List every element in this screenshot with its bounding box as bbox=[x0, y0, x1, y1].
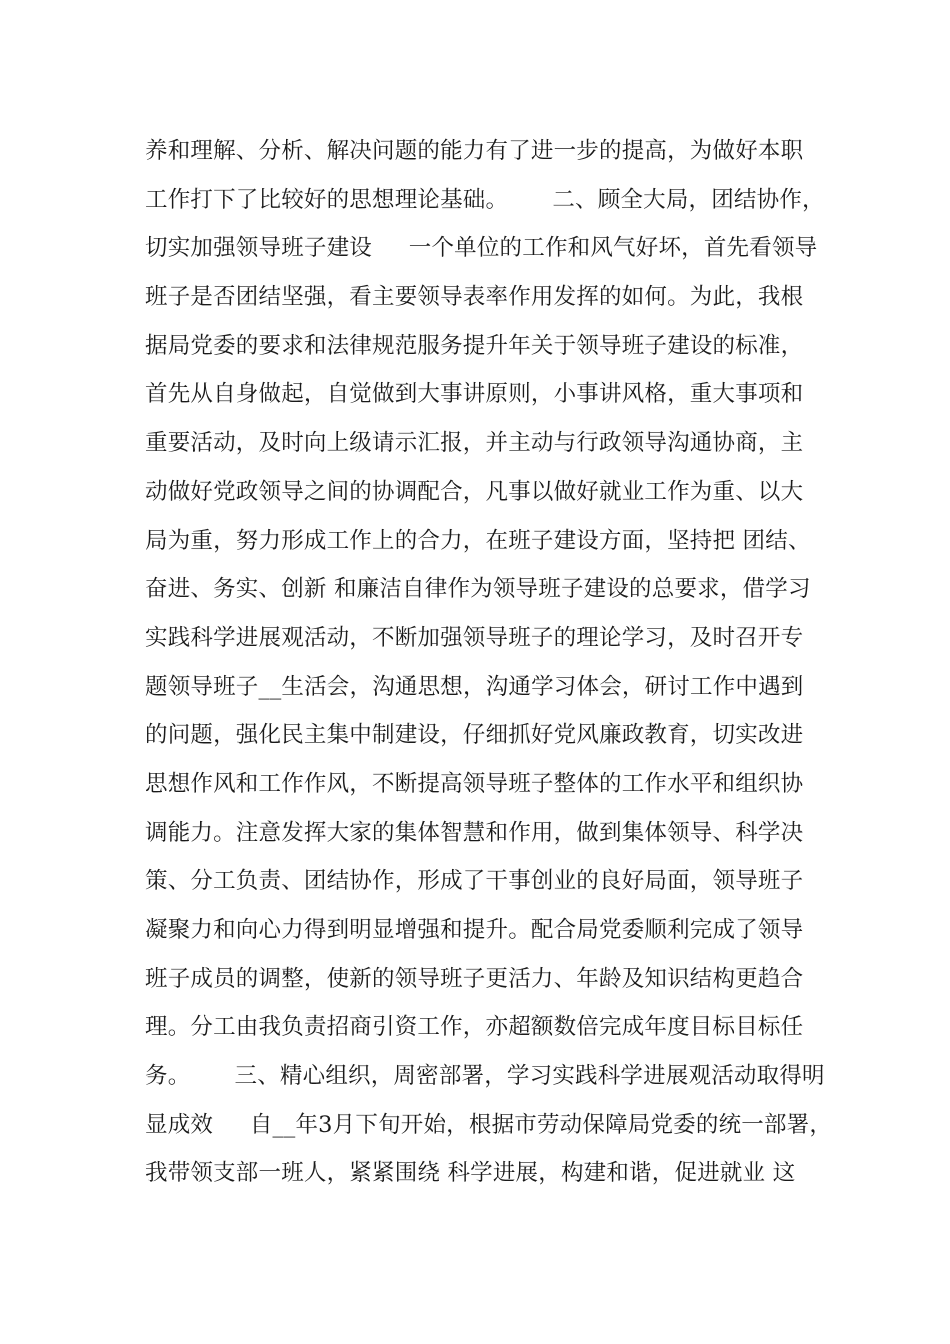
text-line: 策、分工负责、团结协作，形成了干事创业的良好局面，领导班子 bbox=[145, 868, 804, 895]
text-line: 显成效 自__年3月下旬开始，根据市劳动保障局党委的统一部署， bbox=[145, 1111, 833, 1138]
text-line: 切实加强领导班子建设 一个单位的工作和风气好坏，首先看领导 bbox=[145, 235, 818, 262]
text-line: 动做好党政领导之间的协调配合，凡事以做好就业工作为重、以大 bbox=[145, 478, 804, 505]
text-line: 的问题，强化民主集中制建设，仔细抓好党风廉政教育，切实改进 bbox=[145, 722, 804, 749]
text-line: 工作打下了比较好的思想理论基础。 二、顾全大局，团结协作， bbox=[145, 186, 825, 213]
document-body bbox=[145, 127, 835, 1198]
text-line: 重要活动，及时向上级请示汇报，并主动与行政领导沟通协商，主 bbox=[145, 430, 804, 457]
text-line: 据局党委的要求和法律规范服务提升年关于领导班子建设的标准， bbox=[145, 332, 804, 359]
text-line: 务。 三、精心组织，周密部署，学习实践科学进展观活动取得明 bbox=[145, 1063, 825, 1090]
text-line: 班子是否团结坚强，看主要领导表率作用发挥的如何。为此，我根 bbox=[145, 284, 804, 311]
text-line: 调能力。注意发挥大家的集体智慧和作用，做到集体领导、科学决 bbox=[145, 819, 804, 846]
text-line: 思想作风和工作作风，不断提高领导班子整体的工作水平和组织协 bbox=[145, 770, 804, 797]
text-line: 首先从自身做起，自觉做到大事讲原则，小事讲风格，重大事项和 bbox=[145, 381, 804, 408]
text-line: 凝聚力和向心力得到明显增强和提升。配合局党委顺利完成了领导 bbox=[145, 917, 804, 943]
text-line: 我带领支部一班人，紧紧围绕 科学进展，构建和谐，促进就业 这 bbox=[145, 1160, 796, 1187]
text-line: 奋进、务实、创新 和廉洁自律作为领导班子建设的总要求，借学习 bbox=[145, 576, 811, 603]
text-line: 实践科学进展观活动，不断加强领导班子的理论学习，及时召开专 bbox=[145, 624, 804, 651]
text-line: 班子成员的调整，使新的领导班子更活力、年龄及知识结构更趋合 bbox=[145, 965, 804, 992]
text-line: 题领导班子__生活会，沟通思想，沟通学习体会，研讨工作中遇到 bbox=[145, 673, 804, 700]
text-line: 理。分工由我负责招商引资工作，亦超额数倍完成年度目标目标任 bbox=[145, 1014, 804, 1041]
text-line: 养和理解、分析、解决问题的能力有了进一步的提高，为做好本职 bbox=[145, 138, 804, 164]
text-line: 局为重，努力形成工作上的合力，在班子建设方面，坚持把 团结、 bbox=[145, 527, 811, 554]
